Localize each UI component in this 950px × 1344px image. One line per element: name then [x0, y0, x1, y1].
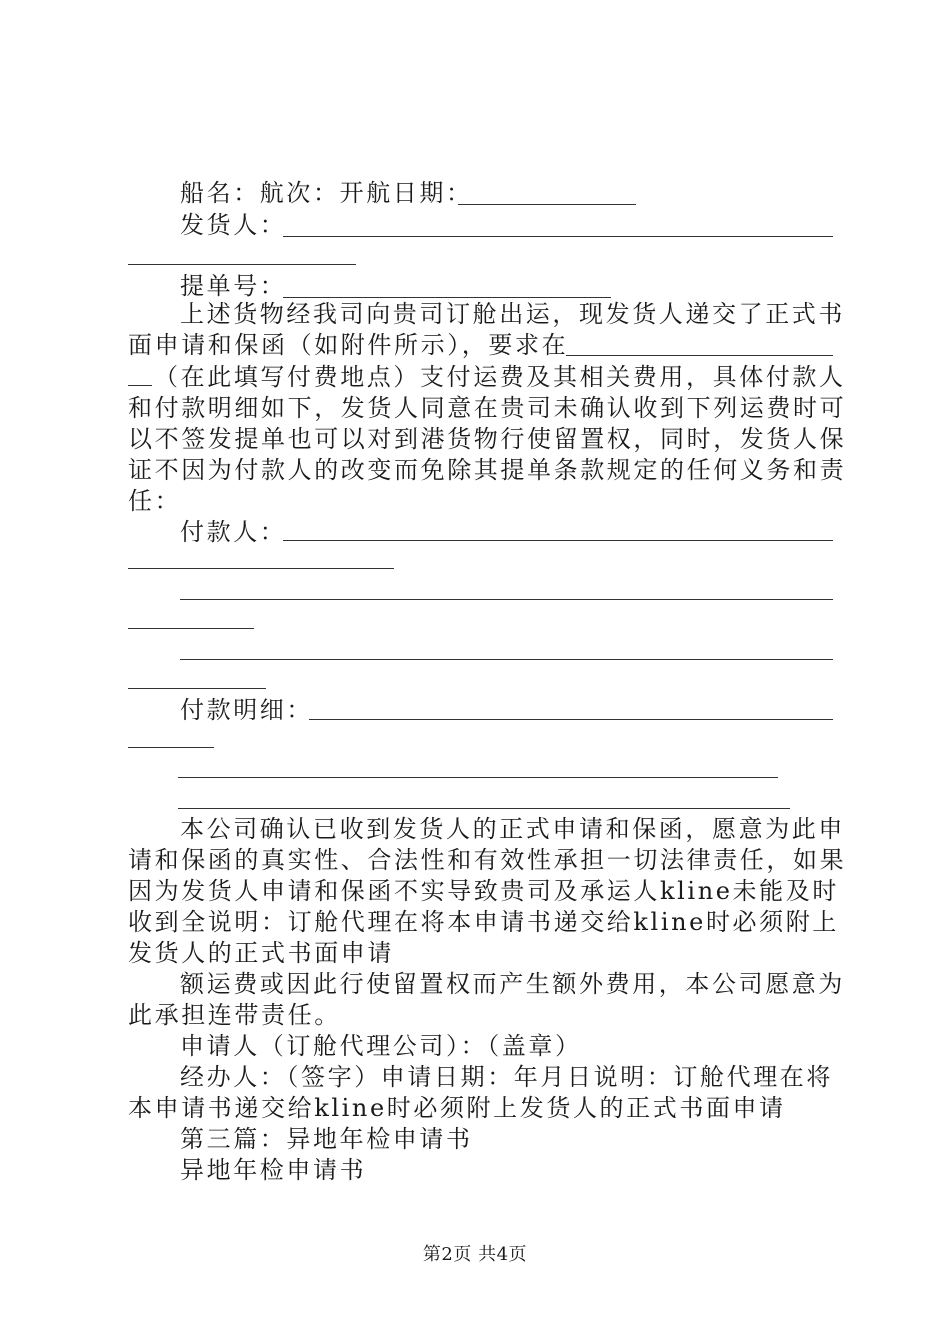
payer-blank-2 — [180, 599, 833, 600]
para2-line-1: 本公司确认已收到发货人的正式申请和保函，愿意为此申 — [180, 815, 845, 843]
payer-blank-3-cont — [128, 688, 266, 689]
payment-detail-blank-2 — [178, 777, 778, 778]
bl-number-blank — [283, 297, 611, 298]
para2-line-4: 收到全说明：订舱代理在将本申请书递交给kline时必须附上 — [128, 908, 839, 936]
para2-line-3: 因为发货人申请和保函不实导致贵司及承运人kline未能及时 — [128, 877, 839, 905]
shipper-blank-cont — [128, 264, 356, 265]
shipper-line: 发货人： — [180, 211, 287, 239]
payment-detail-blank — [309, 719, 833, 720]
para1-line-4: 和付款明细如下，发货人同意在贵司未确认收到下列运费时可 — [128, 394, 847, 422]
payer-blank-cont — [128, 568, 394, 569]
para3-line-2: 此承担连带责任。 — [128, 1001, 341, 1029]
para2-line-2: 请和保函的真实性、合法性和有效性承担一切法律责任，如果 — [128, 846, 847, 874]
bl-number-line: 提单号： — [180, 272, 287, 300]
payer-blank-2-cont — [128, 628, 254, 629]
para1-line-5: 以不签发提单也可以对到港货物行使留置权，同时，发货人保 — [128, 425, 847, 453]
part3-title: 异地年检申请书 — [180, 1156, 367, 1184]
para2-line-5: 发货人的正式书面申请 — [128, 939, 394, 967]
part3-heading: 第三篇：异地年检申请书 — [180, 1125, 473, 1153]
page-number-footer: 第2页 共4页 — [422, 1244, 528, 1265]
para4-line-2: 本申请书递交给kline时必须附上发货人的正式书面申请 — [128, 1094, 786, 1122]
payment-detail-blank-3 — [178, 808, 790, 809]
sailing-date-blank — [458, 204, 636, 205]
payment-detail-blank-cont — [128, 747, 214, 748]
payer-line: 付款人： — [180, 518, 287, 546]
para3-line-1: 额运费或因此行使留置权而产生额外费用，本公司愿意为 — [180, 970, 845, 998]
para1-line-7: 任： — [128, 487, 182, 515]
para1-line-2: 面申请和保函（如附件所示），要求在 — [128, 331, 569, 359]
para1-line-3: （在此填写付费地点）支付运费及其相关费用，具体付款人 — [154, 363, 846, 391]
para1-line-1: 上述货物经我司向贵司订舱出运，现发货人递交了正式书 — [180, 300, 845, 328]
payer-blank — [283, 540, 833, 541]
para4-line-1: 经办人：（签字）申请日期：年月日说明：订舱代理在将 — [180, 1063, 833, 1091]
shipper-blank — [283, 236, 833, 237]
ship-voyage-line: 船名：航次：开航日期： — [180, 179, 473, 207]
payer-blank-3 — [180, 659, 833, 660]
para1-line-6: 证不因为付款人的改变而免除其提单条款规定的任何义务和责 — [128, 456, 847, 484]
payment-place-blank — [566, 355, 833, 356]
payment-detail-line: 付款明细： — [180, 696, 313, 724]
applicant-line: 申请人（订舱代理公司）：（盖章） — [180, 1032, 582, 1060]
